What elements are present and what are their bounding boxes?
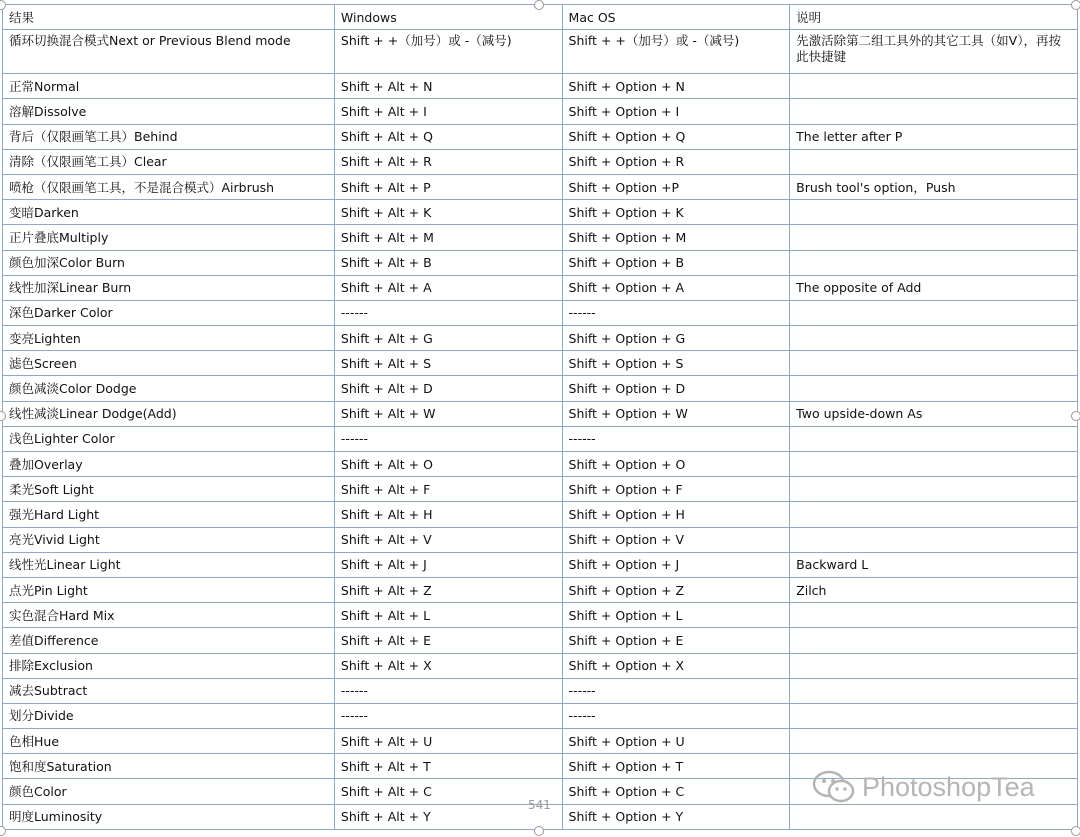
table-row [3,527,1078,552]
result-cell: 排除Exclusion [3,653,335,678]
macos-cell: Shift + Option + G [562,326,790,351]
table-row [3,326,1078,351]
note-cell [790,452,1078,477]
result-cell: 强光Hard Light [3,502,335,527]
macos-cell: Shift + Option + B [562,250,790,275]
windows-cell: Shift + Alt + T [334,754,562,779]
result-cell: 滤色Screen [3,351,335,376]
result-cell: 划分Divide [3,703,335,728]
windows-cell: Shift + Alt + L [334,603,562,628]
result-cell: 明度Luminosity [3,804,335,829]
result-cell: 背后（仅限画笔工具）Behind [3,124,335,149]
windows-cell: Shift + Alt + P [334,174,562,199]
note-cell [790,729,1078,754]
table-row [3,653,1078,678]
note-cell [790,74,1078,99]
macos-cell: Shift + Option + A [562,275,790,300]
watermark [812,770,1035,804]
windows-cell: Shift + Alt + N [334,74,562,99]
resize-handle[interactable] [0,826,6,836]
table-row [3,149,1078,174]
result-cell: 色相Hue [3,729,335,754]
result-cell: 循环切换混合模式Next or Previous Blend mode [3,30,335,74]
note-cell: Backward L [790,552,1078,577]
macos-cell: Shift + Option + C [562,779,790,804]
note-cell [790,603,1078,628]
note-cell [790,426,1078,451]
result-cell: 结果 [3,5,335,30]
table-row [3,401,1078,426]
macos-cell: Shift + Option + J [562,552,790,577]
windows-cell: Shift + Alt + U [334,729,562,754]
windows-cell: Shift + Alt + Y [334,804,562,829]
windows-cell: ------ [334,300,562,325]
note-cell [790,678,1078,703]
macos-cell: Mac OS [562,5,790,30]
macos-cell: Shift + Option + F [562,477,790,502]
note-cell [790,300,1078,325]
table-row [3,426,1078,451]
macos-cell: Shift + Option + X [562,653,790,678]
macos-cell: Shift + Option + R [562,149,790,174]
macos-cell: Shift + Option + Q [562,124,790,149]
table-row [3,124,1078,149]
table-row [3,502,1078,527]
windows-cell: Shift + Alt + H [334,502,562,527]
macos-cell: Shift + +（加号）或 -（减号) [562,30,790,74]
note-cell [790,703,1078,728]
windows-cell: Shift + Alt + I [334,99,562,124]
table-row [3,729,1078,754]
result-cell: 线性加深Linear Burn [3,275,335,300]
table-row [3,552,1078,577]
note-cell: Zilch [790,577,1078,602]
macos-cell: ------ [562,703,790,728]
result-cell: 减去Subtract [3,678,335,703]
result-cell: 线性光Linear Light [3,552,335,577]
shortcut-table [2,4,1078,830]
windows-cell: Shift + Alt + V [334,527,562,552]
note-cell [790,628,1078,653]
macos-cell: Shift + Option + O [562,452,790,477]
wechat-icon [812,770,856,804]
macos-cell: Shift + Option + V [562,527,790,552]
resize-handle[interactable] [1071,411,1080,421]
result-cell: 颜色Color [3,779,335,804]
windows-cell: Shift + Alt + O [334,452,562,477]
macos-cell: Shift + Option + Y [562,804,790,829]
result-cell: 柔光Soft Light [3,477,335,502]
note-cell [790,200,1078,225]
windows-cell: Shift + Alt + E [334,628,562,653]
windows-cell: ------ [334,678,562,703]
windows-cell: Shift + Alt + J [334,552,562,577]
note-cell: 先激活除第二组工具外的其它工具（如V），再按此快捷键 [790,30,1078,74]
macos-cell: Shift + Option + I [562,99,790,124]
macos-cell: Shift + Option + E [562,628,790,653]
macos-cell: Shift + Option + W [562,401,790,426]
result-cell: 变亮Lighten [3,326,335,351]
note-cell: Two upside-down As [790,401,1078,426]
note-cell: The opposite of Add [790,275,1078,300]
windows-cell: Shift + Alt + B [334,250,562,275]
page-number: 541 [528,798,551,812]
windows-cell: ------ [334,703,562,728]
windows-cell: Shift + +（加号）或 -（减号) [334,30,562,74]
note-cell [790,149,1078,174]
result-cell: 清除（仅限画笔工具）Clear [3,149,335,174]
table-row [3,376,1078,401]
note-cell [790,477,1078,502]
note-cell [790,653,1078,678]
table-body [3,5,1078,830]
table-row [3,628,1078,653]
macos-cell: Shift + Option + Z [562,577,790,602]
resize-handle[interactable] [534,826,544,836]
result-cell: 喷枪（仅限画笔工具，不是混合模式）Airbrush [3,174,335,199]
resize-handle[interactable] [1071,0,1080,10]
macos-cell: ------ [562,426,790,451]
table-row [3,577,1078,602]
windows-cell: Shift + Alt + C [334,779,562,804]
result-cell: 深色Darker Color [3,300,335,325]
table-row [3,74,1078,99]
windows-cell: Shift + Alt + A [334,275,562,300]
note-cell [790,527,1078,552]
table-row [3,200,1078,225]
macos-cell: Shift + Option + K [562,200,790,225]
windows-cell: Shift + Alt + W [334,401,562,426]
result-cell: 点光Pin Light [3,577,335,602]
windows-cell: Shift + Alt + D [334,376,562,401]
note-cell [790,326,1078,351]
macos-cell: ------ [562,678,790,703]
macos-cell: Shift + Option + U [562,729,790,754]
macos-cell: Shift + Option +P [562,174,790,199]
windows-cell: Shift + Alt + K [334,200,562,225]
result-cell: 实色混合Hard Mix [3,603,335,628]
result-cell: 浅色Lighter Color [3,426,335,451]
macos-cell: Shift + Option + D [562,376,790,401]
note-cell [790,502,1078,527]
windows-cell: Windows [334,5,562,30]
macos-cell: Shift + Option + M [562,225,790,250]
windows-cell: ------ [334,426,562,451]
note-cell [790,376,1078,401]
note-cell [790,99,1078,124]
table-row [3,174,1078,199]
result-cell: 正常Normal [3,74,335,99]
table-row [3,30,1078,74]
result-cell: 饱和度Saturation [3,754,335,779]
result-cell: 亮光Vivid Light [3,527,335,552]
macos-cell: Shift + Option + N [562,74,790,99]
resize-handle[interactable] [534,0,544,10]
note-cell: Brush tool's option，Push [790,174,1078,199]
result-cell: 变暗Darken [3,200,335,225]
macos-cell: ------ [562,300,790,325]
result-cell: 线性减淡Linear Dodge(Add) [3,401,335,426]
note-cell: 说明 [790,5,1078,30]
watermark-text: PhotoshopTea [862,771,1035,802]
resize-handle[interactable] [1071,826,1080,836]
note-cell [790,250,1078,275]
table-row [3,452,1078,477]
result-cell: 溶解Dissolve [3,99,335,124]
macos-cell: Shift + Option + H [562,502,790,527]
windows-cell: Shift + Alt + G [334,326,562,351]
windows-cell: Shift + Alt + X [334,653,562,678]
windows-cell: Shift + Alt + S [334,351,562,376]
table-row [3,99,1078,124]
result-cell: 差值Difference [3,628,335,653]
macos-cell: Shift + Option + T [562,754,790,779]
table-row [3,703,1078,728]
result-cell: 叠加Overlay [3,452,335,477]
note-cell: The letter after P [790,124,1078,149]
table-row [3,477,1078,502]
table-row [3,603,1078,628]
table-row [3,300,1078,325]
result-cell: 正片叠底Multiply [3,225,335,250]
note-cell [790,804,1078,829]
windows-cell: Shift + Alt + R [334,149,562,174]
windows-cell: Shift + Alt + Z [334,577,562,602]
note-cell [790,225,1078,250]
table-row [3,250,1078,275]
table-row [3,225,1078,250]
result-cell: 颜色减淡Color Dodge [3,376,335,401]
windows-cell: Shift + Alt + M [334,225,562,250]
note-cell [790,351,1078,376]
table-row [3,678,1078,703]
macos-cell: Shift + Option + S [562,351,790,376]
windows-cell: Shift + Alt + Q [334,124,562,149]
table-row [3,275,1078,300]
table-row [3,351,1078,376]
windows-cell: Shift + Alt + F [334,477,562,502]
macos-cell: Shift + Option + L [562,603,790,628]
result-cell: 颜色加深Color Burn [3,250,335,275]
